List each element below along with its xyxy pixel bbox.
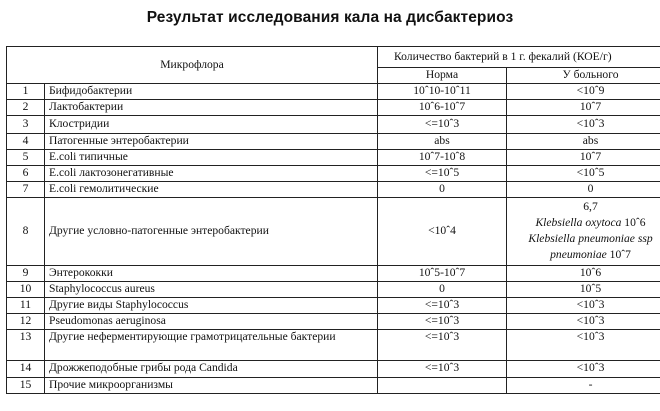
species-name: Klebsiella oxytoca — [535, 216, 622, 229]
row-number: 4 — [7, 133, 45, 149]
row-norm: <=10ˆ3 — [378, 360, 507, 377]
row-name: E.coli лактозонегативные — [45, 165, 378, 181]
row-patient: <10ˆ3 — [507, 313, 660, 329]
row-patient: 10ˆ6 — [507, 265, 660, 281]
row-patient: <10ˆ3 — [507, 360, 660, 377]
row-name: Энтерококки — [45, 265, 378, 281]
table-row — [7, 360, 660, 377]
table-row — [7, 83, 660, 99]
row-norm: <=10ˆ3 — [378, 313, 507, 329]
table-row — [7, 149, 660, 165]
table-row — [7, 297, 660, 313]
patient-line-3 — [510, 231, 660, 247]
species-name: Klebsiella pneumoniae ssp — [528, 232, 653, 245]
table-row — [7, 133, 660, 149]
row-patient: 10ˆ5 — [507, 281, 660, 297]
row-patient: 10ˆ7 — [507, 99, 660, 115]
row-norm: 10ˆ5-10ˆ7 — [378, 265, 507, 281]
header-microflora: Микрофлора — [7, 47, 378, 84]
results-table — [6, 46, 660, 394]
table-row — [7, 165, 660, 181]
row-name: Другие неферментирующие грамотрицательные бактерии — [45, 329, 378, 360]
row-norm: 0 — [378, 181, 507, 197]
row-name: Бифидобактерии — [45, 83, 378, 99]
row-norm: <=10ˆ5 — [378, 165, 507, 181]
row-norm — [378, 377, 507, 393]
table-row — [7, 99, 660, 115]
row-norm: <=10ˆ3 — [378, 297, 507, 313]
row-number: 14 — [7, 360, 45, 377]
row-norm: 10ˆ6-10ˆ7 — [378, 99, 507, 115]
table-row — [7, 115, 660, 133]
row-patient: 10ˆ7 — [507, 149, 660, 165]
header-row — [7, 47, 660, 68]
table-row — [7, 265, 660, 281]
row-number: 8 — [7, 197, 45, 265]
page-title: Результат исследования кала на дисбактериоз — [146, 9, 514, 26]
row-number: 9 — [7, 265, 45, 281]
row-name: Клостридии — [45, 115, 378, 133]
table-row — [7, 181, 660, 197]
row-patient-multiline — [507, 197, 660, 265]
row-patient: <10ˆ9 — [507, 83, 660, 99]
row-name: Другие виды Staphylococcus — [45, 297, 378, 313]
row-number: 2 — [7, 99, 45, 115]
row-patient: <10ˆ3 — [507, 115, 660, 133]
patient-line-2 — [510, 215, 660, 231]
row-name: Патогенные энтеробактерии — [45, 133, 378, 149]
row-number: 5 — [7, 149, 45, 165]
row-norm: <=10ˆ3 — [378, 329, 507, 360]
patient-line-1: 6,7 — [583, 200, 598, 213]
species-name: pneumoniae — [550, 248, 607, 261]
row-name: Дрожжеподобные грибы рода Candida — [45, 360, 378, 377]
row-norm: abs — [378, 133, 507, 149]
row-norm: 0 — [378, 281, 507, 297]
row-name: E.coli гемолитические — [45, 181, 378, 197]
row-patient: <10ˆ5 — [507, 165, 660, 181]
table-row — [7, 281, 660, 297]
species-value: 10ˆ6 — [621, 216, 646, 229]
row-number: 3 — [7, 115, 45, 133]
row-name: Другие условно-патогенные энтеробактерии — [45, 197, 378, 265]
row-patient: - — [507, 377, 660, 393]
row-norm: 10ˆ7-10ˆ8 — [378, 149, 507, 165]
row-number: 6 — [7, 165, 45, 181]
row-name: Staphylococcus aureus — [45, 281, 378, 297]
row-name: E.coli типичные — [45, 149, 378, 165]
row-number: 1 — [7, 83, 45, 99]
row-norm: <10ˆ4 — [378, 197, 507, 265]
row-norm: <=10ˆ3 — [378, 115, 507, 133]
patient-line-4 — [510, 247, 660, 263]
row-patient: <10ˆ3 — [507, 329, 660, 360]
table-row — [7, 329, 660, 360]
row-name: Прочие микроорганизмы — [45, 377, 378, 393]
row-norm: 10ˆ10-10ˆ11 — [378, 83, 507, 99]
row-patient: 0 — [507, 181, 660, 197]
row-number: 10 — [7, 281, 45, 297]
row-patient: <10ˆ3 — [507, 297, 660, 313]
table-row — [7, 313, 660, 329]
header-norm: Норма — [378, 68, 507, 84]
header-count: Количество бактерий в 1 г. фекалий (КОЕ/г) — [378, 47, 660, 68]
row-patient: abs — [507, 133, 660, 149]
row-number: 11 — [7, 297, 45, 313]
header-patient: У больного — [507, 68, 660, 84]
row-number: 12 — [7, 313, 45, 329]
table-row — [7, 197, 660, 265]
table-row — [7, 377, 660, 393]
row-number: 7 — [7, 181, 45, 197]
row-number: 15 — [7, 377, 45, 393]
row-number: 13 — [7, 329, 45, 360]
row-name: Лактобактерии — [45, 99, 378, 115]
species-value: 10ˆ7 — [606, 248, 631, 261]
row-name: Pseudomonas aeruginosa — [45, 313, 378, 329]
